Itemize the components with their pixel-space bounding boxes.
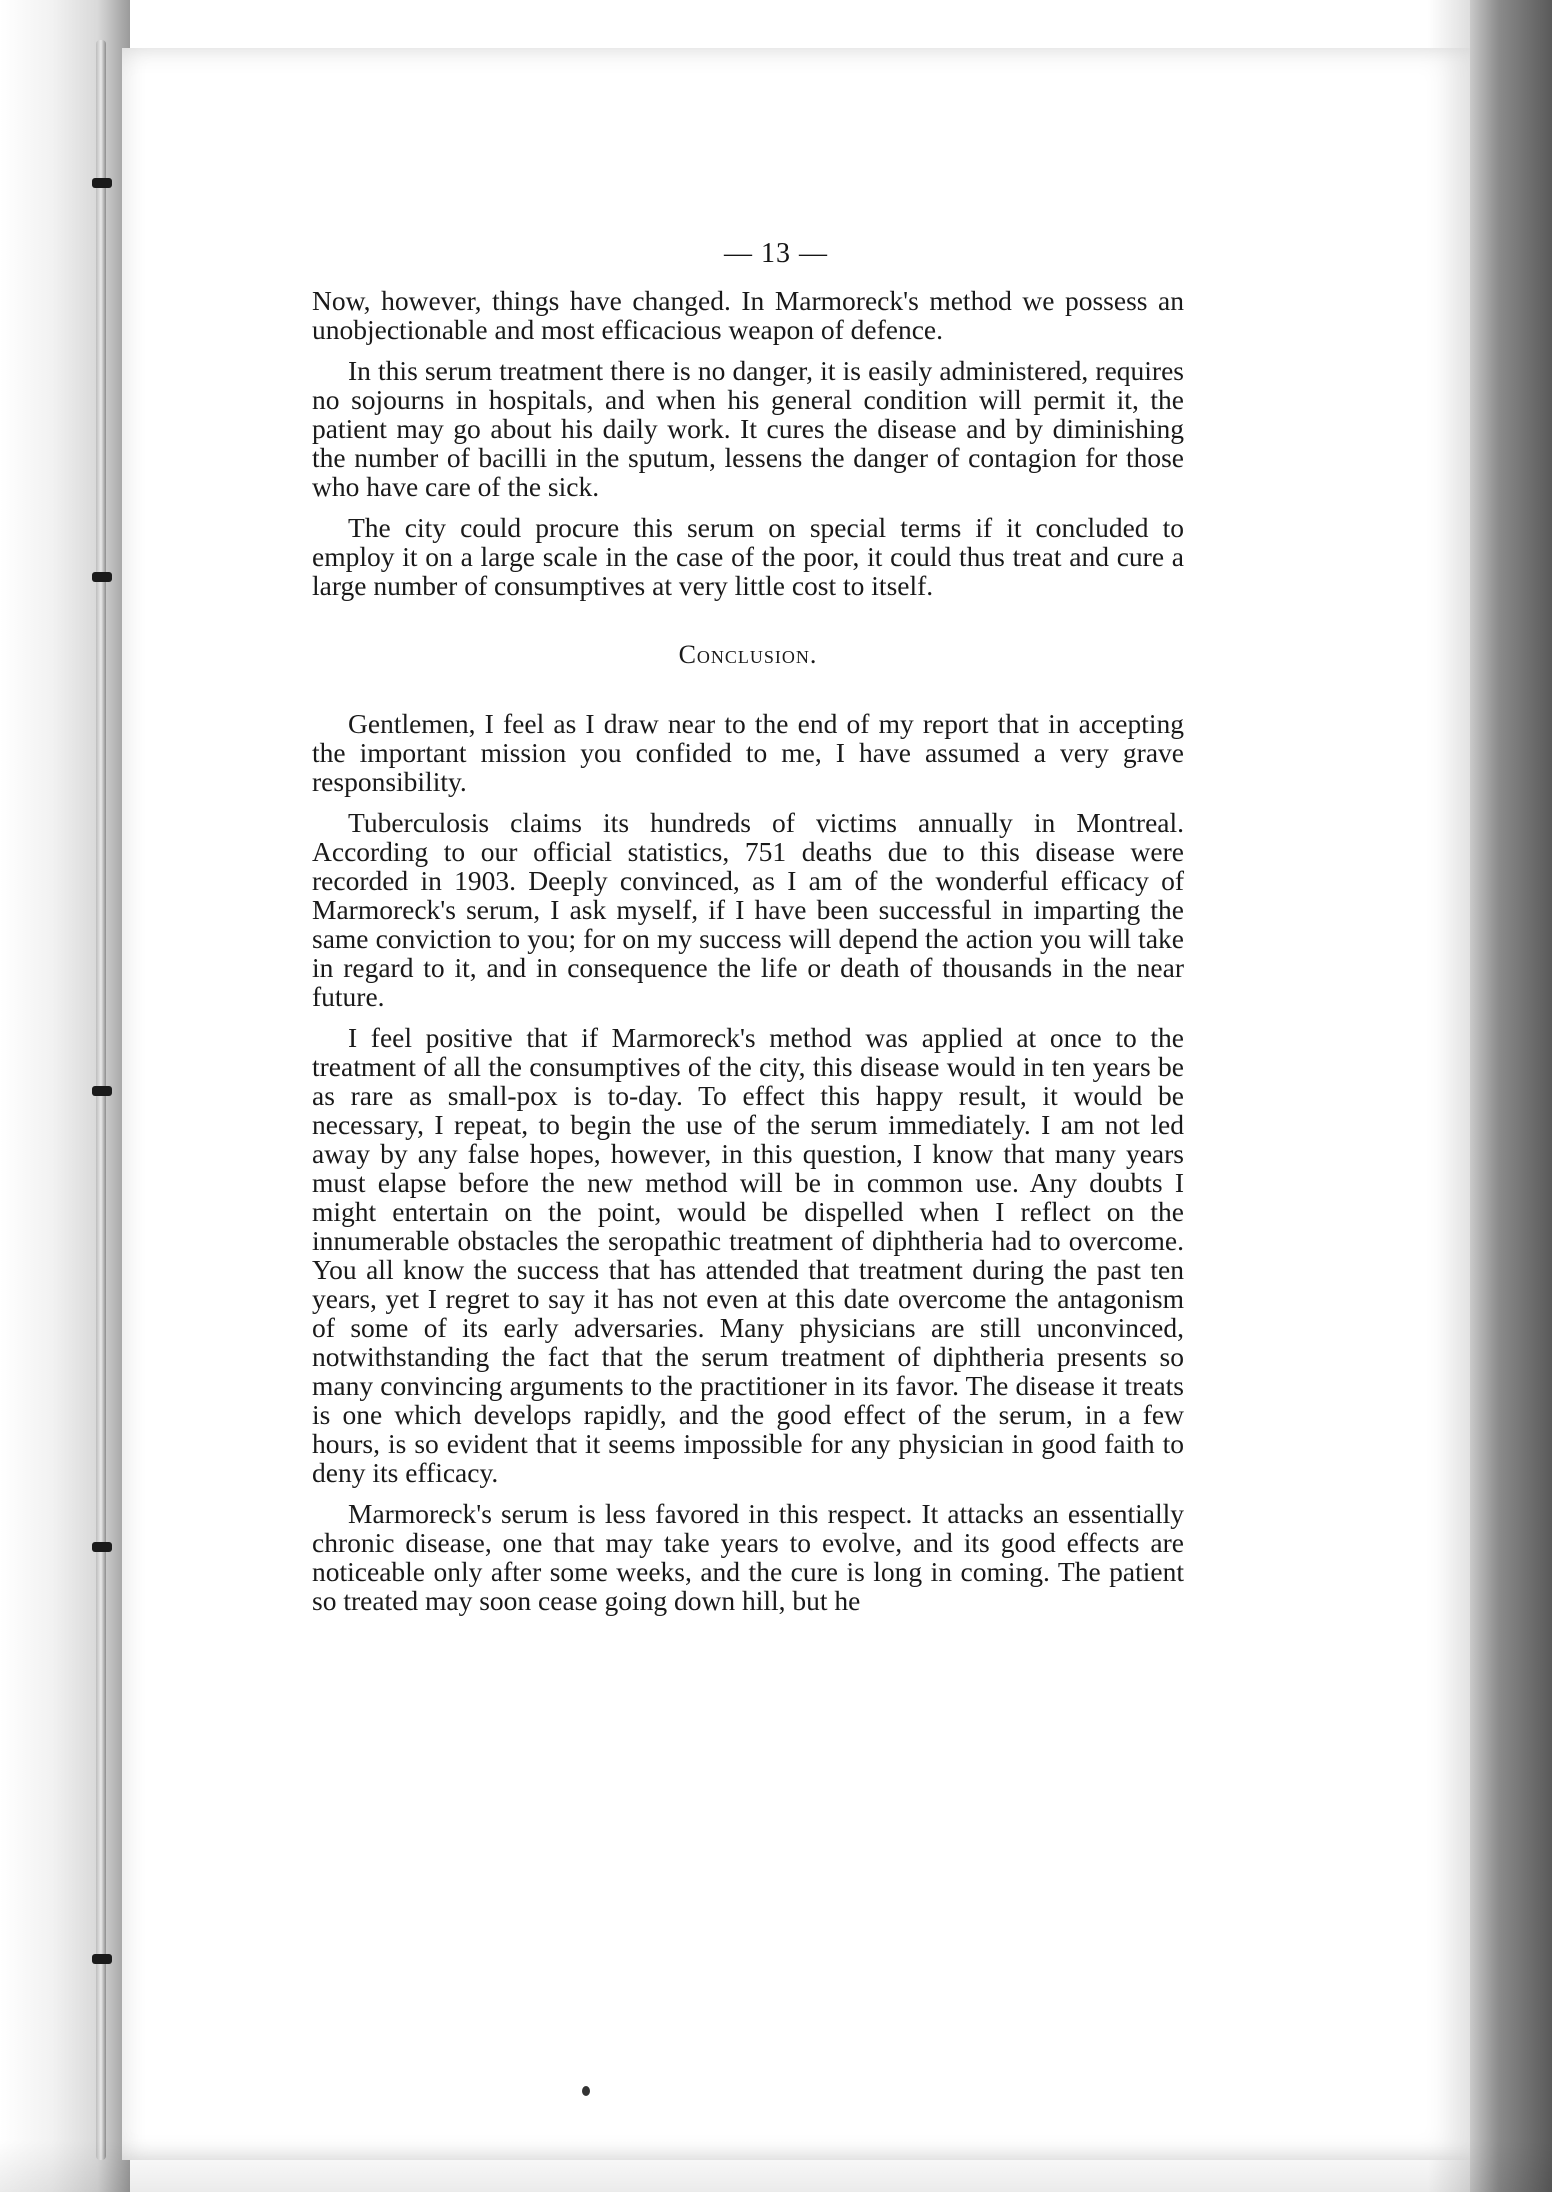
binding-stitch <box>92 1954 112 1964</box>
book-spine <box>0 0 130 2192</box>
binding-stitch <box>92 572 112 582</box>
paragraph: Marmoreck's serum is less favored in this respect. It attacks an essentially chronic disease, one that may take years to evolve, and its good effects are noticeable only after some weeks, and the cure is long in coming. The patient so treated may soon cease going down hill, but he <box>312 1498 1184 1616</box>
paragraph: The city could procure this serum on special terms if it concluded to employ it on a large scale in the case of the poor, it could thus treat and cure a large number of consumptives at very little cost to itself. <box>312 512 1184 601</box>
page-number: — 13 — <box>724 238 828 269</box>
paragraph: I feel positive that if Marmoreck's method was applied at once to the treatment of all the consumptives of the city, this disease would in ten years be as rare as small-pox is to-day. To effect this happy result, it would be necessary, I repeat, to begin the use of the serum immediately. I am not led away by any false hopes, however, in this question, I know that many years must elapse before the new method will be in common use. Any doubts I might entertain on the point, would be dispelled when I reflect on the innumerable obstacles the seropathic treatment of diphtheria had to overcome. You all know the success that has attended that treatment during the past ten years, yet I regret to say it has not even at this date overcome the antagonism of some of its early adversaries. Many physicians are still unconvinced, notwithstanding the fact that the serum treatment of diphtheria presents so many convincing arguments to the practitioner in its favor. The disease it treats is one which develops rapidly, and the good effect of the serum, in a few hours, is so evident that it seems impossible for any physician in good faith to deny its efficacy. <box>312 1022 1184 1488</box>
paragraph: In this serum treatment there is no danger, it is easily administered, requires no sojourns in hospitals, and when his general condition will permit it, the patient may go about his daily work. It cures the disease and by diminishing the number of bacilli in the sputum, lessens the danger of contagion for those who have care of the sick. <box>312 355 1184 502</box>
paragraph: Gentlemen, I feel as I draw near to the end of my report that in accepting the important mission you confided to me, I have assumed a very grave responsibility. <box>312 708 1184 797</box>
paragraph: Tuberculosis claims its hundreds of victims annually in Montreal. According to our official statistics, 751 deaths due to this disease were recorded in 1903. Deeply convinced, as I am of the wonderful efficacy of Marmoreck's serum, I ask myself, if I have been successful in imparting the same conviction to you; for on my success will depend the action you will take in regard to it, and in consequence the life or death of thousands in the near future. <box>312 807 1184 1012</box>
ink-speck <box>582 2086 590 2096</box>
binding-stitch <box>92 1542 112 1552</box>
bottom-shadow <box>0 2140 1552 2192</box>
page-edge-shadow <box>1470 0 1552 2192</box>
page-body <box>312 286 1184 1627</box>
section-heading: Conclusion. <box>678 640 818 669</box>
binding-stitch <box>92 178 112 188</box>
spine-edge <box>96 40 106 2160</box>
paragraph: Now, however, things have changed. In Marmoreck's method we possess an unobjectionable and most efficacious weapon of defence. <box>312 285 1184 345</box>
binding-stitch <box>92 1086 112 1096</box>
